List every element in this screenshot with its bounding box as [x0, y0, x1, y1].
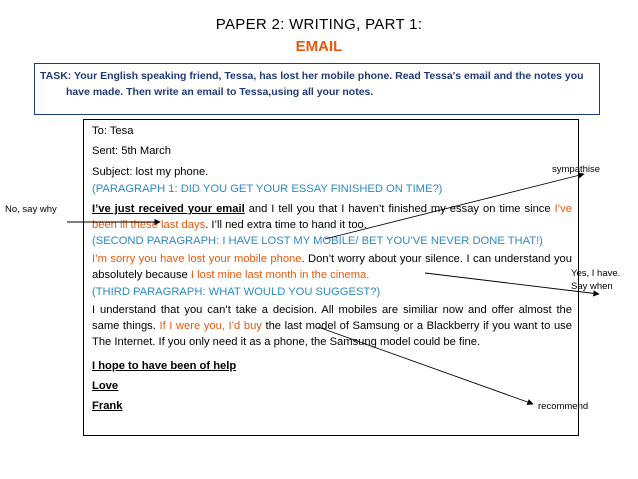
email-to: To: Tesa: [92, 125, 134, 137]
paragraph1-heading: (PARAGRAPH 1: DID YOU GET YOUR ESSAY FINISHED ON TIME?): [92, 183, 443, 195]
task-label: TASK:: [40, 70, 72, 82]
arrow-sympathise: [325, 174, 584, 239]
email-sent: Sent: 5th March: [92, 145, 171, 157]
page-subtitle: EMAIL: [295, 38, 343, 55]
email-love: Love: [92, 380, 119, 392]
p1-text-end: . I’ll ned extra time to hand it too.: [205, 219, 367, 231]
p3-text-end: the last model of Samsung or a Blackberry if you want to use The Internet. If you only need it as a phone, the Samsung model could be fine.: [92, 320, 572, 348]
email-closing: I hope to have been of help: [92, 360, 237, 372]
p3-highlight: If I were you, I’d buy: [159, 320, 262, 332]
arrow-yes-say-when: [425, 273, 599, 294]
arrow-recommend: [318, 327, 533, 404]
paragraph3-heading: (THIRD PARAGRAPH: WHAT WOULD YOU SUGGEST?): [92, 286, 381, 298]
p1-text: and I tell you that I haven’t finished my essay on time since: [244, 203, 555, 215]
email-signature: Frank: [92, 400, 123, 412]
note-no-say-why: No, say why: [5, 204, 57, 215]
note-sympathise: sympathise: [552, 164, 601, 175]
paragraph2-heading: (SECOND PARAGRAPH: I HAVE LOST MY MOBILE/ BET YOU’VE NEVER DONE THAT!): [92, 235, 543, 247]
task-text: Your English speaking friend, Tessa, has lost her mobile phone. Read Tessa's email and the notes you have made. Then write an email to Tessa,using all your notes.: [66, 70, 584, 98]
note-recommend: recommend: [538, 401, 589, 412]
p1-highlight: I’ve been ill these last days: [92, 203, 572, 231]
email-subject: Subject: lost my phone.: [92, 166, 209, 178]
note-yes-line1: Yes, I have.: [571, 268, 621, 279]
p2-highlight-1: I’m sorry you have lost your mobile phone: [92, 253, 302, 265]
p3-text: I understand that you can’t take a decision. All mobiles are similiar now and offer almost the same things.: [92, 304, 572, 332]
note-yes-line2: Say when: [571, 281, 613, 292]
p1-opening: I’ve just received your email: [92, 203, 245, 215]
p2-text: . Don’t worry about your silence. I can understand you absolutely because: [92, 253, 572, 281]
p2-highlight-2: I lost mine last month in the cinema.: [190, 269, 370, 281]
page-title: PAPER 2: WRITING, PART 1:: [215, 16, 423, 33]
